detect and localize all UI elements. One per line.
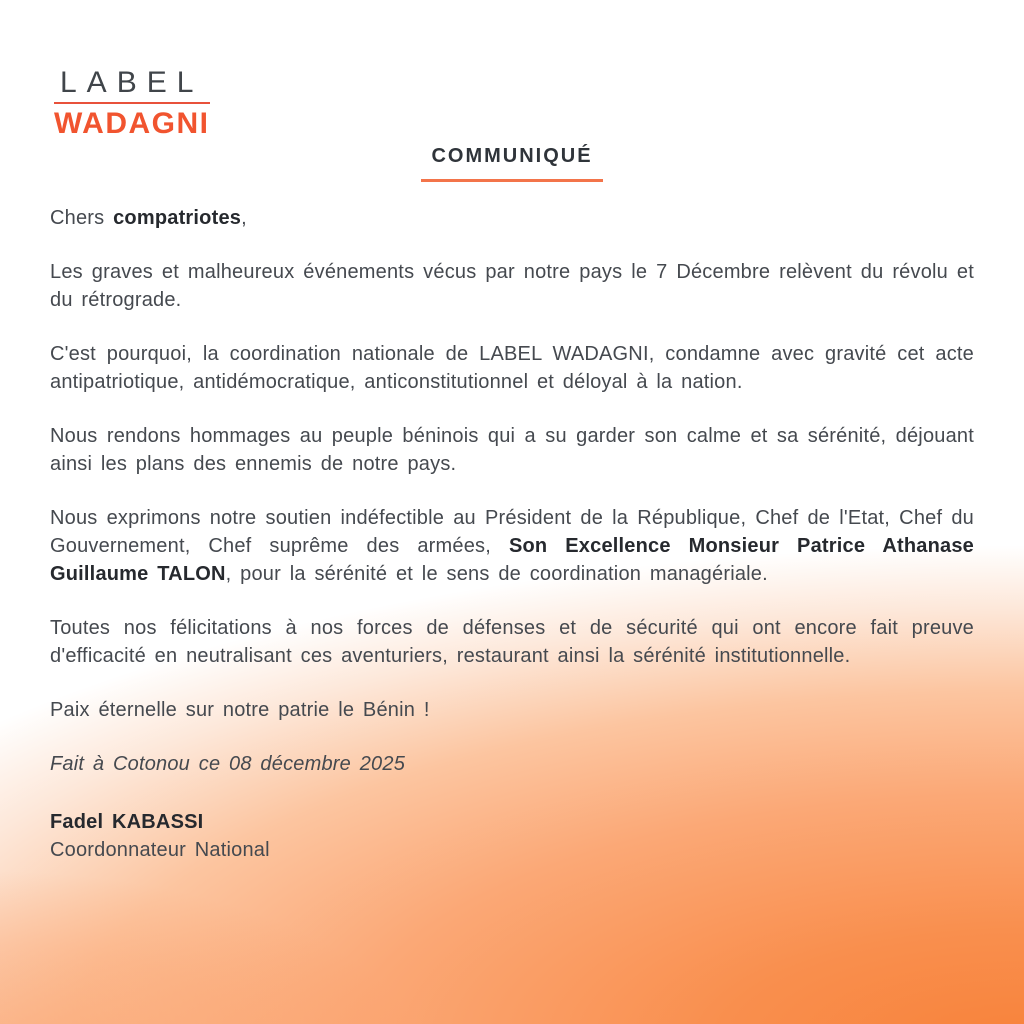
paragraph-body — [50, 422, 974, 478]
paragraph-dateline — [50, 750, 974, 778]
paragraph-signature-name — [50, 808, 974, 836]
paragraph-body — [50, 614, 974, 670]
paragraph-salutation — [50, 204, 974, 232]
document-header — [50, 66, 974, 182]
logo-label-text: LABEL — [60, 66, 204, 99]
text-run: , — [241, 207, 247, 229]
text-run: Paix éternelle sur notre patrie le Bénin ! — [50, 699, 430, 721]
logo-divider-line — [54, 102, 210, 104]
paragraph-body — [50, 340, 974, 396]
paragraph-closing — [50, 696, 974, 724]
text-run: Coordonnateur National — [50, 839, 270, 861]
text-run: Fadel KABASSI — [50, 811, 204, 833]
text-run: C'est pourquoi, la coordination nationale de LABEL WADAGNI, condamne avec gravité cet acte antipatriotique, antidémocratique, anticonstitutionnel et déloyal à la nation. — [50, 343, 974, 393]
label-wadagni-logo — [54, 66, 210, 141]
letter-body — [50, 204, 974, 864]
text-run: Toutes nos félicitations à nos forces de défenses et de sécurité qui ont encore fait preuve d'efficacité en neutralisant ces aventuriers, restaurant ainsi la sérénité institutionnelle. — [50, 617, 974, 667]
text-run: Fait à Cotonou ce 08 décembre 2025 — [50, 753, 406, 775]
text-run: Son Excellence Monsieur Patrice Athanase Guillaume TALON — [50, 535, 974, 585]
text-run: Nous exprimons notre soutien indéfectible au Président de la République, Chef de l'Etat, Chef du Gouvernement, Chef suprême des armées, — [50, 507, 974, 557]
paragraph-signature-role — [50, 836, 974, 864]
page-title: COMMUNIQUÉ — [421, 145, 602, 182]
logo-wadagni-text: WADAGNI — [54, 107, 210, 140]
text-run: , pour la sérénité et le sens de coordination managériale. — [225, 563, 768, 585]
text-run: Nous rendons hommages au peuple béninois qui a su garder son calme et sa sérénité, déjouant ainsi les plans des ennemis de notre pays. — [50, 425, 974, 475]
paragraph-body — [50, 504, 974, 588]
text-run: Les graves et malheureux événements vécus par notre pays le 7 Décembre relèvent du révolu et du rétrograde. — [50, 261, 974, 311]
title-wrapper — [50, 145, 974, 182]
text-run: Chers — [50, 207, 114, 229]
paragraph-body — [50, 258, 974, 314]
text-run: compatriotes — [113, 207, 242, 229]
